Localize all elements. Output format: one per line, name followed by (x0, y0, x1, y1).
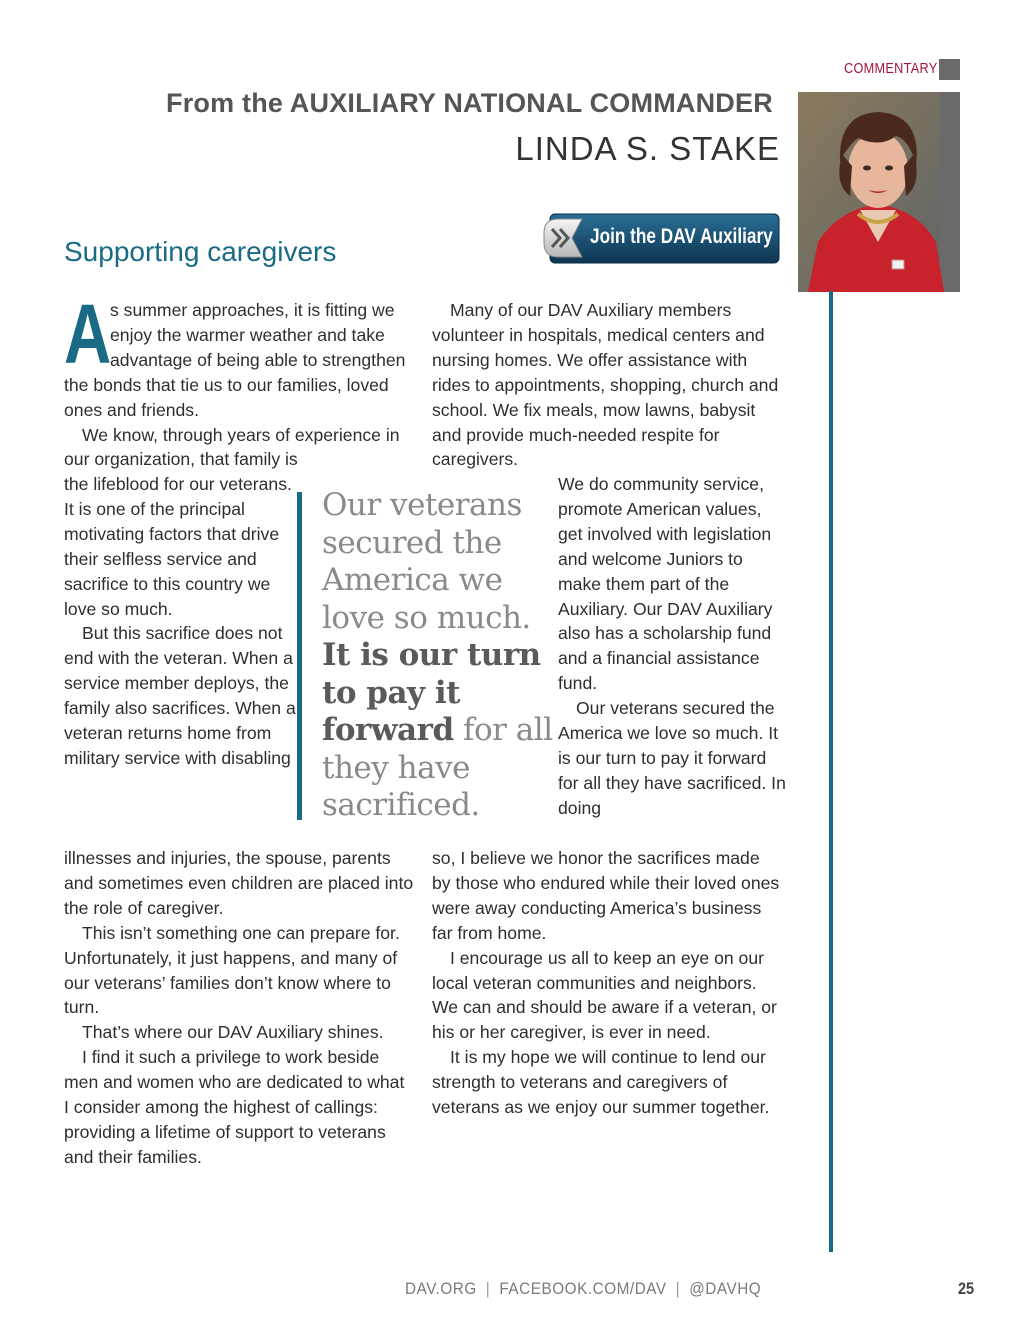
paragraph-2-start: We know, through years of experience in our organization, that family is (64, 424, 400, 470)
footer-site-link[interactable]: DAV.ORG (405, 1279, 477, 1298)
body-column-left-bottom (64, 846, 414, 1170)
author-name: LINDA S. STAKE (515, 130, 780, 167)
column-heading: From the AUXILIARY NATIONAL COMMANDER (166, 88, 773, 118)
footer-facebook-link[interactable]: FACEBOOK.COM/DAV (499, 1279, 667, 1298)
paragraph-3-cont: illnesses and injuries, the spouse, parents and sometimes even children are placed into the role of caregiver. (64, 848, 414, 918)
paragraph-3-start: But this sacrifice does not end with the veteran. When a service member deploys, the family also sacrifices. When a veteran returns home from military service with disabling (64, 623, 296, 768)
footer-separator: | (675, 1279, 681, 1298)
paragraph-2-cont: the lifeblood for our veterans. It is one of the principal motivating factors that drive their selfless service and sacrifice to this country we love so much. (64, 474, 292, 619)
paragraph-6: I find it such a privilege to work beside men and women who are dedicated to what I consider among the highest of callings: providing a lifetime of support to veterans and their families. (64, 1047, 405, 1167)
paragraph-10: It is my hope we will continue to lend our strength to veterans and caregivers of veterans as we enjoy our summer together. (432, 1047, 770, 1118)
author-photo (798, 92, 960, 292)
paragraph-8-cont: so, I believe we honor the sacrifices made by those who endured while their loved ones were away conducting America’s business far from home. (432, 848, 780, 943)
footer-links (405, 1279, 761, 1299)
paragraph-5: That’s where our DAV Auxiliary shines. (82, 1022, 384, 1043)
pullquote-bold: It is our turn to pay it forward (322, 637, 541, 748)
drop-cap: A (64, 287, 112, 381)
body-column-right-narrow (558, 472, 788, 821)
body-column-left-narrow (64, 472, 296, 771)
body-column-right-bottom (432, 846, 782, 1120)
footer-twitter-link[interactable]: @DAVHQ (689, 1279, 762, 1298)
page-number: 25 (958, 1279, 975, 1298)
join-auxiliary-button[interactable] (542, 213, 780, 264)
footer-separator: | (485, 1279, 491, 1298)
paragraph-1: s summer approaches, it is fitting we enjoy the warmer weather and take advantage of being able to strengthen the bonds that tie us to our families, loved ones and friends. (64, 300, 406, 420)
body-column-right-top (432, 298, 782, 472)
paragraph-8-start: Our veterans secured the America we love so much. It is our turn to pay it forward for all they have sacrificed. In doing (558, 698, 786, 818)
paragraph-7-start: Many of our DAV Auxiliary members volunteer in hospitals, medical centers and nursing homes. We offer assistance with rides to appointments, shopping, church and school. We fix meals, mow lawns, babysit and provide much-needed respite for caregivers. (432, 300, 779, 470)
pullquote (322, 487, 554, 825)
section-label: COMMENTARY (844, 60, 938, 77)
pullquote-bar (297, 492, 302, 820)
join-button-label: Join the DAV Auxiliary (590, 225, 773, 248)
vertical-rule (829, 291, 833, 1252)
article-title: Supporting caregivers (64, 236, 337, 267)
section-marker (939, 59, 960, 80)
paragraph-4: This isn’t something one can prepare for. Unfortunately, it just happens, and many of our veterans’ families don’t know where to turn. (64, 922, 400, 1018)
pullquote-light-1: Our veterans secured the America we love so much. (322, 487, 531, 636)
paragraph-7-cont: We do community service, promote American values, get involved with legislation and welcome Juniors to make them part of the Auxiliary. Our DAV Auxiliary also has a scholarship fund and a financial assistance fund. (558, 474, 773, 694)
pullquote-light-2: for all they have sacrificed. (322, 712, 553, 823)
body-column-left-top (64, 287, 414, 472)
paragraph-9: I encourage us all to keep an eye on our local veteran communities and neighbors. We can and should be aware if a veteran, or his or her caregiver, is ever in need. (432, 947, 777, 1043)
